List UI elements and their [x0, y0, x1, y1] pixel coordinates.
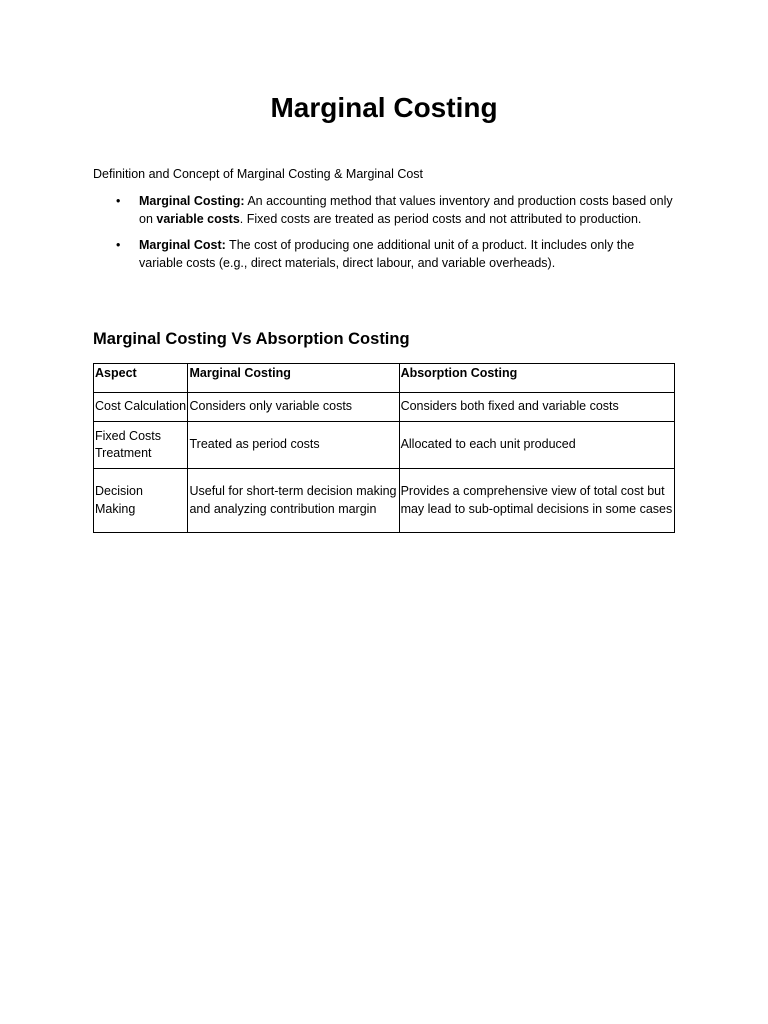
- bullet-icon: •: [116, 194, 121, 208]
- table-cell: Cost Calculation: [94, 393, 188, 422]
- table-cell: Fixed Costs Treatment: [94, 422, 188, 469]
- intro-text: Definition and Concept of Marginal Costing & Marginal Cost: [93, 167, 424, 181]
- table-row: [94, 422, 675, 469]
- bullet-text-end: . Fixed costs are treated as period costs and not attributed to production.: [239, 211, 642, 226]
- list-item: [93, 237, 675, 272]
- table-cell: Considers only variable costs: [188, 393, 399, 422]
- table-header-cell: Absorption Costing: [399, 364, 674, 393]
- table-cell: Allocated to each unit produced: [399, 422, 674, 469]
- comparison-table: [93, 363, 675, 533]
- table-header-cell: Aspect: [94, 364, 188, 393]
- bullet-bold-text: variable costs: [156, 211, 240, 226]
- table-cell: Considers both fixed and variable costs: [399, 393, 674, 422]
- table-header-row: [94, 364, 675, 393]
- table-row: [94, 393, 675, 422]
- table-cell: Useful for short-term decision making and analyzing contribution margin: [188, 469, 399, 533]
- bullet-text: An accounting method that values inventory and production costs based only on: [139, 194, 673, 226]
- table-row: [94, 469, 675, 533]
- table-cell: Decision Making: [94, 469, 188, 533]
- table-header-cell: Marginal Costing: [188, 364, 399, 393]
- bullet-icon: •: [116, 238, 121, 252]
- list-item: [93, 193, 675, 228]
- bullet-term: Marginal Costing:: [139, 194, 245, 208]
- bullet-term: Marginal Cost:: [139, 238, 226, 252]
- table-cell: Treated as period costs: [188, 422, 399, 469]
- table-cell: Provides a comprehensive view of total cost but may lead to sub-optimal decisions in some cases: [399, 469, 674, 533]
- bullet-text: The cost of producing one additional unit of a product. It includes only the variable costs (e.g., direct materials, direct labour, and variable overheads).: [139, 238, 635, 270]
- section-heading: Marginal Costing Vs Absorption Costing: [93, 330, 410, 348]
- definition-list: [93, 193, 675, 281]
- page-title: Marginal Costing: [270, 92, 498, 123]
